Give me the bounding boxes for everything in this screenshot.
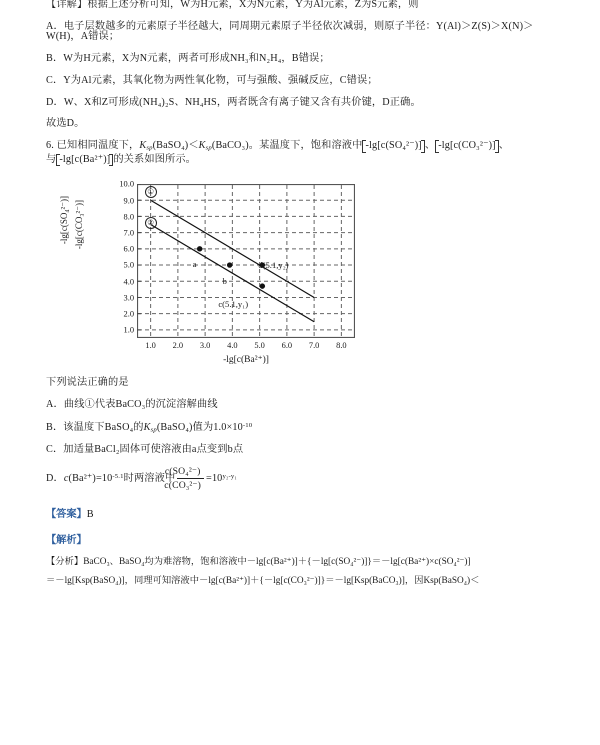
y-axis-tick: 5.0 xyxy=(123,260,134,270)
explain-option-b: B．W为H元素，X为N元素，两者可形成NH₃和N₂H₄，B错误； xyxy=(46,53,330,65)
choice-b[interactable] xyxy=(0,422,600,434)
solubility-chart xyxy=(60,178,390,368)
figure-container xyxy=(0,176,600,372)
less-than-sign: ＜ xyxy=(188,139,199,151)
explain-option-a: A．电子层数越多的元素原子半径越大，同周期元素原子半径依次减弱，则原子半径：Y(Al)＞Z(S)＞X(N)＞W(H)，A错误； xyxy=(46,20,534,43)
ksp-symbol-1: K xyxy=(139,139,147,151)
stem-separator-1: 、 xyxy=(424,139,436,151)
choice-d-fraction xyxy=(164,466,204,492)
curve-label-① xyxy=(145,186,157,198)
ksp-arg-2: (BaCO₃) xyxy=(211,139,249,151)
x-axis-tick: 4.0 xyxy=(227,341,238,351)
choice-b-ksp-subscript: sp xyxy=(150,426,157,434)
y-axis-tick: 7.0 xyxy=(123,228,134,238)
y-axis-tick: 1.0 xyxy=(123,325,134,335)
x-axis-tick: 8.0 xyxy=(336,341,347,351)
explain-option-d: D．W、X和Z可形成(NH₄)₂S、NH₄HS，两者既含有离子键又含有共价键，D正确。 xyxy=(46,96,421,108)
plot-area xyxy=(119,179,355,351)
circled-number-icon: ② xyxy=(145,217,157,229)
point-label-b: b xyxy=(222,276,227,287)
choice-a-letter: A． xyxy=(46,399,64,411)
point-label-c: c(5.1,y₁) xyxy=(218,299,249,310)
explain-conclusion: 故选D。 xyxy=(46,118,85,130)
y-axis-tick: 9.0 xyxy=(123,196,134,206)
analysis-paragraph-2: ＝－lg[Ksp(BaSO₄)]，同理可知溶液中－lg[c(Ba²⁺)]＋{－lg[c(CO₃²⁻)]}＝－lg[Ksp(BaCO₃)]，因Ksp(BaSO₄)＜ xyxy=(46,575,480,586)
choice-b-letter: B． xyxy=(46,421,64,433)
analysis-paragraph-1 xyxy=(0,557,600,567)
ksp-arg-1: (BaSO₄) xyxy=(152,139,189,151)
choice-d-equals-2: =10 xyxy=(206,473,223,485)
question-stem-part3: 与 xyxy=(46,153,57,165)
explain-option-c: C．Y为Al元素，其氧化物为两性氧化物，可与强酸、强碱反应，C错误； xyxy=(46,74,378,86)
choice-a-text: 曲线①代表BaCO₃的沉淀溶解曲线 xyxy=(63,399,218,411)
question-stem-line2 xyxy=(0,155,600,166)
circled-number-icon: ① xyxy=(145,186,157,198)
choice-b-exponent: -10 xyxy=(242,421,253,429)
choice-b-text-pre: 该温度下BaSO₄的 xyxy=(63,421,144,433)
y-axis-tick: 8.0 xyxy=(123,212,134,222)
choice-d-fraction-numerator: c(SO₄²⁻) xyxy=(177,466,204,479)
ksp-subscript-1: sp xyxy=(146,144,153,152)
choice-c[interactable] xyxy=(0,445,600,456)
explain-tag: 【详解】 xyxy=(46,0,88,10)
y-axis-label-right: -lg[c(CO₃²⁻)] xyxy=(74,200,84,250)
choice-d-letter: D． xyxy=(46,473,64,485)
choice-b-ksp-arg: (BaSO₄) xyxy=(156,421,193,433)
x-axis-tick: 5.0 xyxy=(254,341,265,351)
choice-d-fraction-denominator: c(CO₃²⁻) xyxy=(164,480,202,492)
term-ba: -lg[c(Ba²⁺)] xyxy=(56,155,113,166)
x-axis-tick: 3.0 xyxy=(199,341,211,351)
analysis-line xyxy=(0,531,600,546)
choice-d[interactable] xyxy=(0,466,600,491)
x-axis-label: -lg[c(Ba²⁺)] xyxy=(223,355,269,366)
plot-svg xyxy=(137,184,355,338)
x-axis-tick: 1.0 xyxy=(145,341,156,351)
point-label-a: a xyxy=(192,259,197,270)
explain-intro-line xyxy=(0,0,600,11)
x-axis-tick: 7.0 xyxy=(308,341,320,351)
choice-d-c-arg: (Ba²⁺) xyxy=(68,473,96,485)
term-co3: -lg[c(CO₃²⁻)] xyxy=(435,141,499,152)
choice-d-exponent-1: -5.1 xyxy=(112,473,124,481)
question-stem-part1: 已知相同温度下， xyxy=(56,139,140,151)
choice-d-middle-text: 时两溶液中 xyxy=(123,473,176,485)
point-label-d: d(5.1,y₂) xyxy=(258,260,289,271)
curve-label-② xyxy=(145,217,157,229)
y-axis-tick: 2.0 xyxy=(123,309,134,319)
y-axis-tick: 6.0 xyxy=(123,244,134,254)
y-axis-tick: 3.0 xyxy=(123,293,134,303)
choice-d-equals-1: =10 xyxy=(95,473,113,485)
ksp-subscript-2: sp xyxy=(205,144,212,152)
choice-d-exponent-2: y₂-y₁ xyxy=(222,473,237,481)
x-axis-tick: 6.0 xyxy=(281,341,293,351)
analysis-sub-tag: 【分析】 xyxy=(46,556,84,567)
y-axis-label-left: -lg[c(SO₄²⁻)] xyxy=(59,196,69,245)
choice-c-letter: C． xyxy=(46,443,64,455)
analysis-text-1: BaCO₃、BaSO₄均为难溶物，饱和溶液中－lg[c(Ba²⁺)]＋{－lg[c(SO₄²⁻)]}＝－lg[c(Ba²⁺)×c(SO₄²⁻)] xyxy=(83,556,471,567)
answer-value: B xyxy=(86,508,94,520)
analysis-tag: 【解析】 xyxy=(46,534,87,546)
x-axis-tick: 2.0 xyxy=(172,341,184,351)
answer-line xyxy=(0,505,600,520)
question-number: 6. xyxy=(46,139,54,151)
question-stem-part2: 。某温度下，饱和溶液中 xyxy=(248,139,363,151)
answer-tag: 【答案】 xyxy=(46,508,87,520)
choice-b-ksp-symbol: K xyxy=(143,421,151,433)
stem-separator-2: 、 xyxy=(498,139,510,151)
y-axis-tick: 10.0 xyxy=(119,179,134,189)
choice-d-c-symbol: c xyxy=(63,473,69,485)
question-stem xyxy=(0,141,600,152)
ksp-symbol-2: K xyxy=(198,139,206,151)
choice-b-text-post: 值为1.0×10 xyxy=(192,421,243,433)
choices-prompt: 下列说法正确的是 xyxy=(46,377,129,389)
explain-intro-text: 根据上述分析可知，W为H元素，X为N元素，Y为Al元素，Z为S元素，则 xyxy=(87,0,419,10)
choice-c-text: 加适量BaCl₂固体可使溶液由a点变到b点 xyxy=(63,443,244,455)
y-axis-tick: 4.0 xyxy=(123,277,134,287)
question-stem-part4: 的关系如图所示。 xyxy=(113,153,197,165)
choice-a[interactable] xyxy=(0,400,600,411)
term-so4: -lg[c(SO₄²⁻)] xyxy=(362,141,424,152)
